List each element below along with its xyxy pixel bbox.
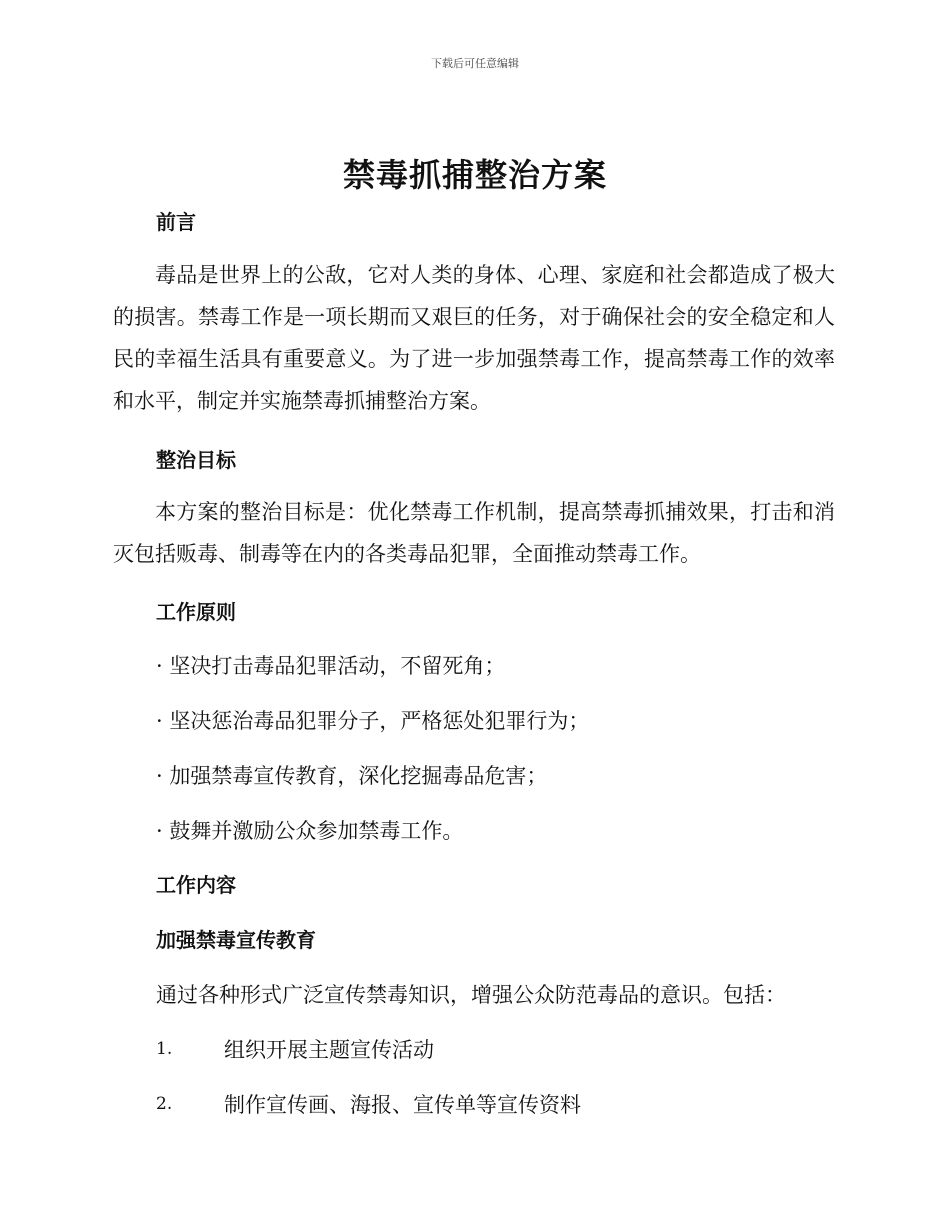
principles-heading: 工作原则 (156, 600, 236, 624)
list-item-text: 制作宣传画、海报、宣传单等宣传资料 (224, 1093, 581, 1117)
principle-item: · 鼓舞并激励公众参加禁毒工作。 (156, 819, 464, 843)
content-subheading: 加强禁毒宣传教育 (156, 928, 316, 952)
goal-paragraph: 本方案的整治目标是：优化禁毒工作机制，提高禁毒抓捕效果，打击和消灭包括贩毒、制毒等在内的各类毒品犯罪，全面推动禁毒工作。 (113, 500, 835, 566)
preface-heading: 前言 (156, 210, 196, 234)
content-heading: 工作内容 (156, 873, 236, 897)
principle-item: · 坚决惩治毒品犯罪分子，严格惩处犯罪行为； (156, 709, 590, 733)
list-item-text: 组织开展主题宣传活动 (224, 1038, 434, 1062)
list-number: 1. (156, 1039, 173, 1059)
page-header-note: 下载后可任意编辑 (431, 57, 519, 70)
principle-item: · 加强禁毒宣传教育，深化挖掘毒品危害； (156, 764, 548, 788)
document-title: 禁毒抓捕整治方案 (342, 156, 607, 194)
principle-item: · 坚决打击毒品犯罪活动，不留死角； (156, 654, 506, 678)
content-intro: 通过各种形式广泛宣传禁毒知识，增强公众防范毒品的意识。包括： (156, 983, 786, 1007)
preface-paragraph: 毒品是世界上的公敌，它对人类的身体、心理、家庭和社会都造成了极大的损害。禁毒工作是一项长期而又艰巨的任务，对于确保社会的安全稳定和人民的幸福生活具有重要意义。为了进一步加强禁毒工作，提高禁毒工作的效率和水平，制定并实施禁毒抓捕整治方案。 (113, 263, 835, 413)
list-number: 2. (156, 1094, 173, 1114)
goal-heading: 整治目标 (156, 448, 236, 472)
